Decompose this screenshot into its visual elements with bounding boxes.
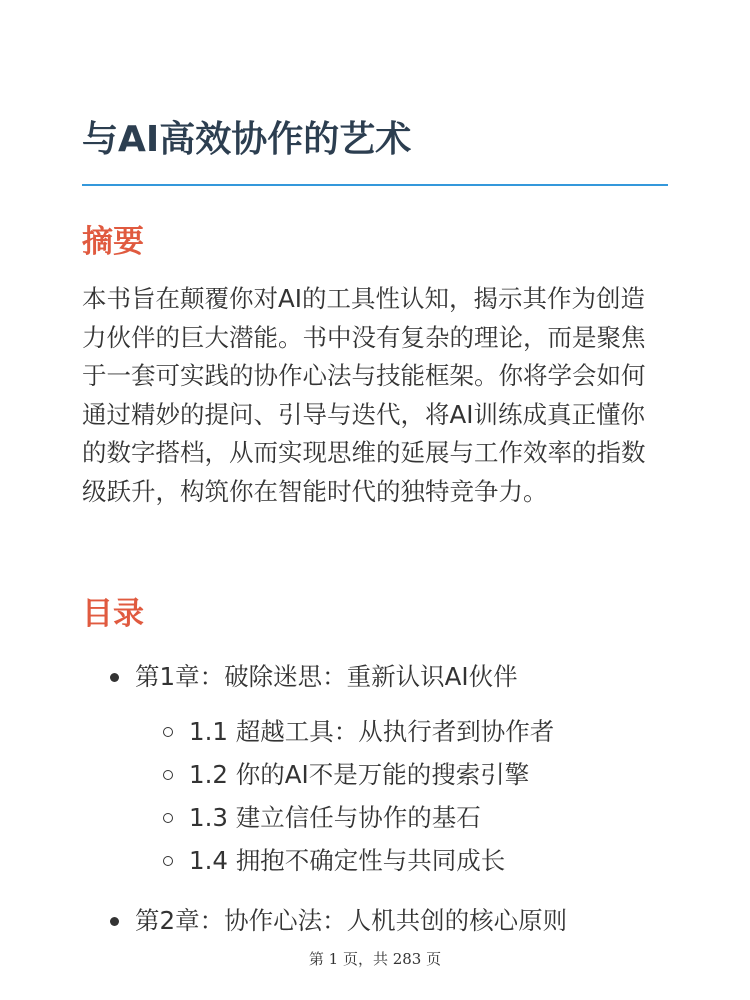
toc-chapter-2[interactable]: 第2章：协作心法：人机共创的核心原则 bbox=[135, 906, 568, 935]
section-bullet-icon bbox=[163, 727, 173, 737]
section-bullet-icon bbox=[163, 856, 173, 866]
toc-section-1-4[interactable]: 1.4 拥抱不确定性与共同成长 bbox=[189, 846, 506, 875]
toc-chapter-1[interactable]: 第1章：破除迷思：重新认识AI伙伴 bbox=[135, 662, 518, 691]
toc-section-1-1[interactable]: 1.1 超越工具：从执行者到协作者 bbox=[189, 717, 555, 746]
book-title: 与AI高效协作的艺术 bbox=[82, 119, 412, 160]
toc-heading: 目录 bbox=[82, 596, 144, 632]
section-bullet-icon bbox=[163, 813, 173, 823]
toc-section-1-3[interactable]: 1.3 建立信任与协作的基石 bbox=[189, 803, 481, 832]
toc-section-1-2[interactable]: 1.2 你的AI不是万能的搜索引擎 bbox=[189, 760, 530, 789]
chapter-bullet-icon bbox=[110, 673, 119, 682]
abstract-heading: 摘要 bbox=[82, 224, 144, 260]
abstract-text: 本书旨在颠覆你对AI的工具性认知，揭示其作为创造力伙伴的巨大潜能。书中没有复杂的理论，而是聚焦于一套可实践的协作心法与技能框架。你将学会如何通过精妙的提问、引导与迭代，将AI训练成真正懂你的数字搭档，从而实现思维的延展与工作效率的指数级跃升，构筑你在智能时代的独特竞争力。 bbox=[82, 284, 646, 506]
chapter-bullet-icon bbox=[110, 917, 119, 926]
section-bullet-icon bbox=[163, 770, 173, 780]
title-divider bbox=[82, 184, 668, 186]
page-number-footer: 第 1 页，共 283 页 bbox=[308, 950, 442, 968]
